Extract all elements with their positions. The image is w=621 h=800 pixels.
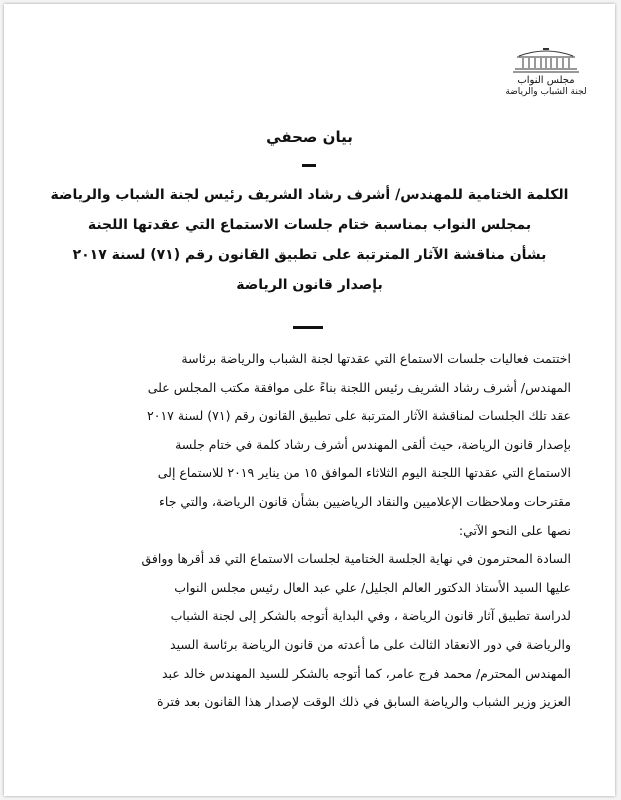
parliament-building-icon <box>511 44 581 74</box>
title-divider <box>293 326 323 329</box>
title-line: بشأن مناقشة الآثار المترتبة على تطبيق القانون رقم (٧١) لسنة ٢٠١٧ <box>72 247 547 263</box>
title-line: الكلمة الختامية للمهندس/ أشرف رشاد الشريف رئيس لجنة الشباب والرياضة <box>50 187 569 203</box>
logo-org-name: مجلس النواب <box>517 75 575 86</box>
body-line: العزيز وزير الشباب والرياضة السابق في ذلك الوقت لإصدار هذا القانون بعد فترة <box>157 694 571 710</box>
logo-committee-name: لجنة الشباب والرياضة <box>505 87 587 97</box>
body-line: المهندس المحترم/ محمد فرج عامر، كما أتوجه بالشكر للسيد المهندس خالد عبد <box>161 665 571 681</box>
body-line: عقد تلك الجلسات لمناقشة الآثار المترتبة على تطبيق القانون رقم (٧١) لسنة ٢٠١٧ <box>147 408 571 424</box>
parliament-logo <box>491 44 601 98</box>
title-line: بإصدار قانون الرياضة <box>236 277 383 293</box>
body-line: والرياضة في دور الانعقاد الثالث على ما أعدته من قانون الرياضة برئاسة السيد <box>170 636 571 652</box>
body-line: لدراسة تطبيق آثار قانون الرياضة ، وفي البداية أتوجه بالشكر إلى لجنة الشباب <box>170 608 571 624</box>
body-line: مقترحات وملاحظات الإعلاميين والنقاد الرياضيين بشأن قانون الرياضة، والتي جاء <box>159 493 571 509</box>
document-page <box>4 4 615 796</box>
title-line: بمجلس النواب بمناسبة ختام جلسات الاستماع التي عقدتها اللجنة <box>87 217 532 233</box>
body-line: بإصدار قانون الرياضة، حيث ألقى المهندس أشرف رشاد كلمة في ختام جلسة <box>175 436 571 452</box>
body-line: السادة المحترمون في نهاية الجلسة الختامية لجلسات الاستماع التي قد أقرها ووافق <box>141 551 571 567</box>
heading-divider <box>302 164 316 167</box>
body-line: اختتمت فعاليات جلسات الاستماع التي عقدتها لجنة الشباب والرياضة برئاسة <box>181 351 571 366</box>
body-line: المهندس/ أشرف رشاد الشريف رئيس اللجنة بناءً على موافقة مكتب المجلس على <box>147 379 571 395</box>
body-line: عليها السيد الأستاذ الدكتور العالم الجليل/ علي عبد العال رئيس مجلس النواب <box>174 579 571 595</box>
body-line: الاستماع التي عقدتها اللجنة اليوم الثلاثاء الموافق ١٥ من يناير ٢٠١٩ للاستماع إلى <box>157 465 571 481</box>
statement-body <box>52 345 571 717</box>
body-line: نصها على النحو الآتي: <box>458 522 571 538</box>
document-type-heading: بيان صحفي <box>266 128 353 146</box>
statement-title <box>44 180 575 300</box>
